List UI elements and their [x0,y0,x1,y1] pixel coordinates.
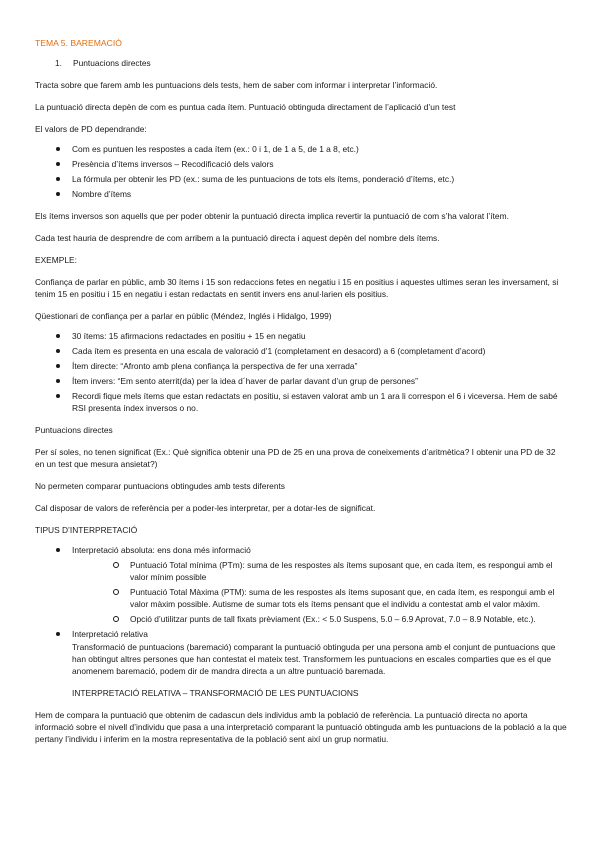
list-item-absolute [35,544,567,625]
relative-description: Transformació de puntuacions (baremació) comparant la puntuació obtinguda per una persona amb el conjunt de puntuacions que han obtingut altres persones que han contestat el mateix test. Transformem les puntuacions en escales comparties que es el que anomenem baremació, podem dir de mandra directa a un altre puntuació baremada. [72,642,556,676]
paragraph: Tracta sobre que farem amb les puntuacions dels tests, hem de saber com informar i interpretar l’informació. [35,80,438,90]
list-item: Recordi fique mels ítems que estan redactats en positiu, si estaven valorat amb un 1 ara li correspon el 6 i viceversa. Hem de sabé RSI presenta índex inversos o no. [35,390,567,414]
section-subheading: Puntuacions directes [35,425,113,435]
paragraph: No permeten comparar puntuacions obtingudes amb tests diferents [35,481,285,491]
paragraph: Confiança de parlar en públic, amb 30 ítems i 15 son redaccions fetes en negatiu i 15 en positius i aquestes ultimes seran les inversament, si tenim 15 en positiu i 15 en negatiu i estan redactats en sentit invers ens anul·larien els positius. [35,277,559,299]
paragraph: Per sí soles, no tenen significat (Ex.: Què significa obtenir una PD de 25 en una prova de coneixements d’aritmètica? I obtenir una PD de 32 en un test que mesura ansietat?) [35,447,556,469]
list-item: Ítem directe: “Afronto amb plena confiança la perspectiva de fer una xerrada” [35,360,567,372]
list-item-label: Interpretació absoluta: ens dona més informació [72,545,251,555]
list-item: La fórmula per obtenir les PD (ex.: suma de les puntuacions de tots els ítems, ponderació d’ítems, etc.) [35,173,567,185]
paragraph: Els ítems inversos son aquells que per poder obtenir la puntuació directa implica revertir la puntuació de com s’ha valorat l’ítem. [35,211,509,221]
paragraph: Cada test hauria de desprendre de com arribem a la puntuació directa i aquest depèn del nombre dels ítems. [35,233,440,243]
list-item: Com es puntuen les respostes a cada ítem (ex.: 0 i 1, de 1 a 5, de 1 a 8, etc.) [35,143,567,155]
example-heading: EXEMPLE: [35,255,77,265]
list-item: Nombre d’ítems [35,188,567,200]
paragraph: La puntuació directa depèn de com es puntua cada ítem. Puntuació obtinguda directament de l’aplicació d’un test [35,102,456,112]
list-item: 30 ítems: 15 afirmacions redactades en positiu + 15 en negatiu [35,330,567,342]
list-item: Cada ítem es presenta en una escala de valoració d’1 (completament en desacord) a 6 (completament d’acord) [35,345,567,357]
section-heading [55,57,567,69]
paragraph: Qüestionari de confiança per a parlar en públic (Méndez, Inglés i Hidalgo, 1999) [35,311,332,321]
paragraph: Cal disposar de valors de referència per a poder-les interpretar, per a dotar-les de significat. [35,503,376,513]
relative-subheading: INTERPRETACIÓ RELATIVA – TRANSFORMACIÓ DE LES PUNTUACIONS [72,688,359,698]
absolute-sublist [72,559,567,625]
interpretation-list [35,544,567,640]
document-title: TEMA 5. BAREMACIÓ [35,38,122,48]
list-item: Presència d’ítems inversos – Recodificació dels valors [35,158,567,170]
sublist-item: Puntuació Total mínima (PTm): suma de les respostes als ítems suposant que, en cada ítem, es respongui amb el valor mínim possible [72,559,567,583]
paragraph: Hem de compara la puntuació que obtenim de cadascun dels individus amb la població de referència. La puntuació directa no aporta informació sobre el nivell d’individu que pasa a una interpretació comparant la puntuació obtinguda amb les puntuacions de la població a la que pertany l’individu i inferim en la mostra representativa de la població sent així un grup normatiu. [35,710,567,744]
questionnaire-list [35,330,567,414]
list-item-label: Interpretació relativa [72,629,148,639]
pd-values-list [35,143,567,200]
sublist-item: Puntuació Total Màxima (PTM): suma de les respostes als ítems suposant que, en cada ítem, es respongui amb el valor màxim possible. Autisme de sumar tots els ítems pensant que el individu a contestat amb el valor màxim. [72,586,567,610]
section-label: Puntuacions directes [73,58,151,68]
paragraph: El valors de PD dependrande: [35,124,147,134]
document-body [35,37,567,755]
section-number: 1. [55,58,62,68]
list-item: Ítem invers: “Em sento aterrit(da) per la idea d´haver de parlar davant d’un grup de persones” [35,375,567,387]
list-item-relative [35,628,567,640]
sublist-item: Opció d’utilitzar punts de tall fixats prèviament (Ex.: < 5.0 Suspens, 5.0 – 6.9 Aprovat, 7.0 – 8.9 Notable, etc.). [72,613,567,625]
section-subheading: TIPUS D’INTERPRETACIÓ [35,525,138,535]
